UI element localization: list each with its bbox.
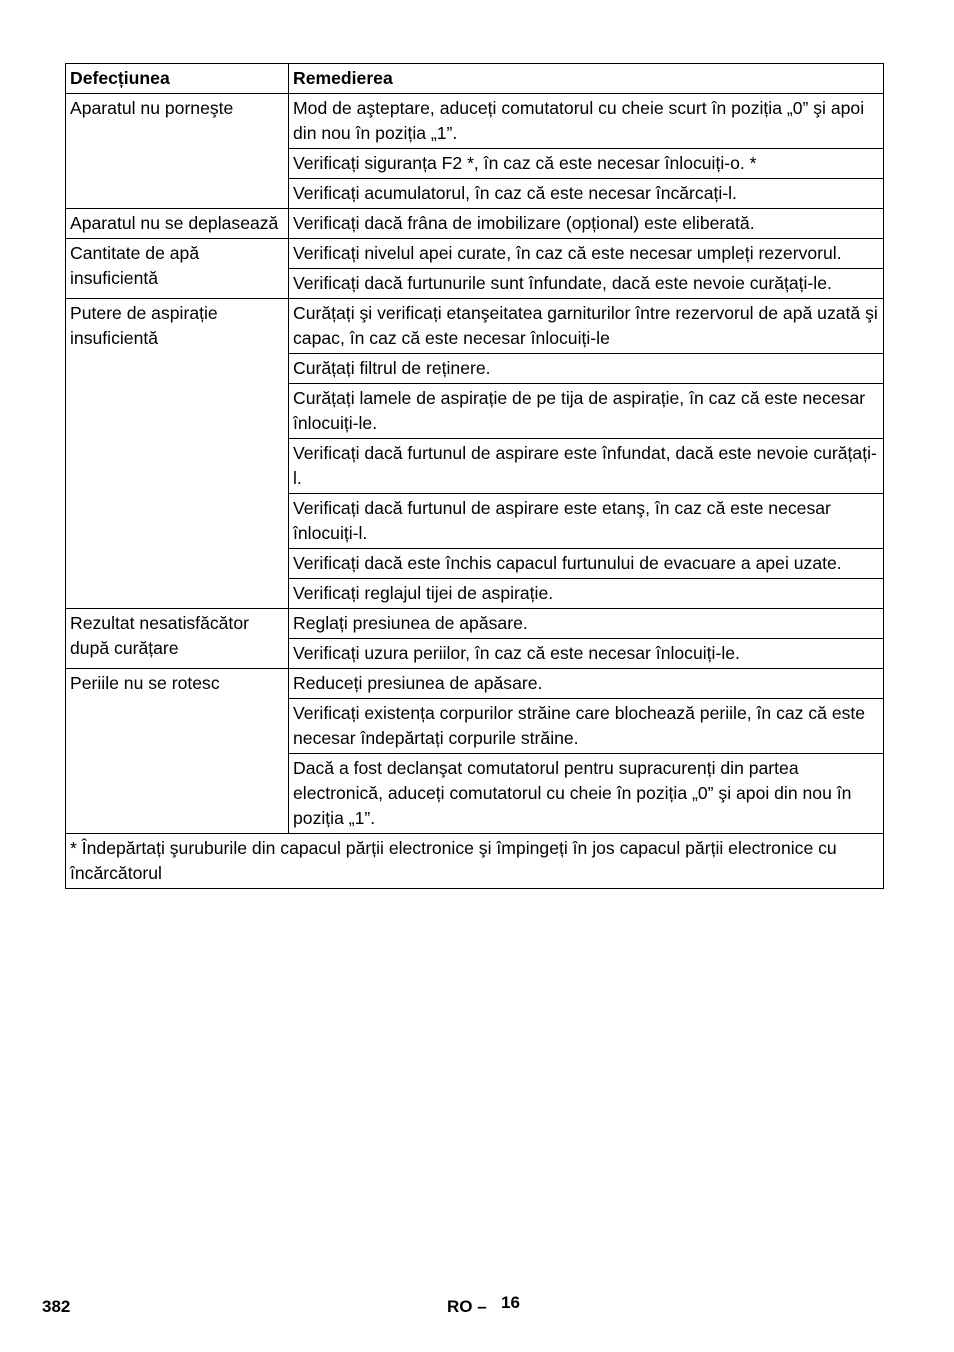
fault-cell: Rezultat nesatisfăcător după curățare: [66, 609, 289, 669]
remedy-cell: Verificați nivelul apei curate, în caz că este necesar umpleți rezervorul.: [289, 239, 884, 269]
fault-cell: Periile nu se rotesc: [66, 669, 289, 834]
fault-cell: Putere de aspirație insuficientă: [66, 299, 289, 609]
table-row: [66, 239, 884, 269]
remedy-cell: Verificați siguranța F2 *, în caz că este necesar înlocuiți-o. *: [289, 149, 884, 179]
fault-cell: Aparatul nu porneşte: [66, 94, 289, 209]
remedy-cell: Verificați acumulatorul, în caz că este necesar încărcați-l.: [289, 179, 884, 209]
remedy-cell: Mod de aşteptare, aduceți comutatorul cu cheie scurt în poziția „0” şi apoi din nou în poziția „1”.: [289, 94, 884, 149]
remedy-cell: Verificați uzura periilor, în caz că este necesar înlocuiți-le.: [289, 639, 884, 669]
remedy-cell: Verificați dacă frâna de imobilizare (opțional) este eliberată.: [289, 209, 884, 239]
footnote-row: [66, 834, 884, 889]
header-remedy: Remedierea: [289, 64, 884, 94]
remedy-cell: Verificați dacă furtunurile sunt înfundate, dacă este nevoie curățați-le.: [289, 269, 884, 299]
section-page-number: 16: [501, 1293, 520, 1312]
remedy-cell: Verificați reglajul tijei de aspirație.: [289, 579, 884, 609]
footnote: * Îndepărtați şuruburile din capacul părții electronice şi împingeți în jos capacul părții electronice cu încărcătorul: [66, 834, 884, 889]
remedy-cell: Verificați dacă furtunul de aspirare este etanş, în caz că este necesar înlocuiți-l.: [289, 494, 884, 549]
table-header-row: [66, 64, 884, 94]
fault-cell: Aparatul nu se deplasează: [66, 209, 289, 239]
table-row: [66, 299, 884, 354]
page-number: 382: [42, 1297, 71, 1316]
table-row: [66, 94, 884, 149]
troubleshooting-table: [65, 63, 884, 889]
table-row: [66, 669, 884, 699]
fault-cell: Cantitate de apă insuficientă: [66, 239, 289, 299]
remedy-cell: Verificați dacă este închis capacul furtunului de evacuare a apei uzate.: [289, 549, 884, 579]
table-row: [66, 609, 884, 639]
remedy-cell: Reduceți presiunea de apăsare.: [289, 669, 884, 699]
remedy-cell: Curățați şi verificați etanşeitatea garniturilor între rezervorul de apă uzată şi capac, în caz că este necesar înlocuiți-le: [289, 299, 884, 354]
header-fault: Defecțiunea: [66, 64, 289, 94]
remedy-cell: Verificați dacă furtunul de aspirare este înfundat, dacă este nevoie curățați-l.: [289, 439, 884, 494]
remedy-cell: Dacă a fost declanşat comutatorul pentru supracurenți din partea electronică, aduceți comutatorul cu cheie în poziția „0” şi apoi din nou în poziția „1”.: [289, 754, 884, 834]
table-row: [66, 209, 884, 239]
remedy-cell: Curățați filtrul de reținere.: [289, 354, 884, 384]
remedy-cell: Reglați presiunea de apăsare.: [289, 609, 884, 639]
language-code: RO –: [447, 1297, 487, 1316]
remedy-cell: Curățați lamele de aspirație de pe tija de aspirație, în caz că este necesar înlocuiți-le.: [289, 384, 884, 439]
remedy-cell: Verificați existența corpurilor străine care blochează periile, în caz că este necesar îndepărtați corpurile străine.: [289, 699, 884, 754]
